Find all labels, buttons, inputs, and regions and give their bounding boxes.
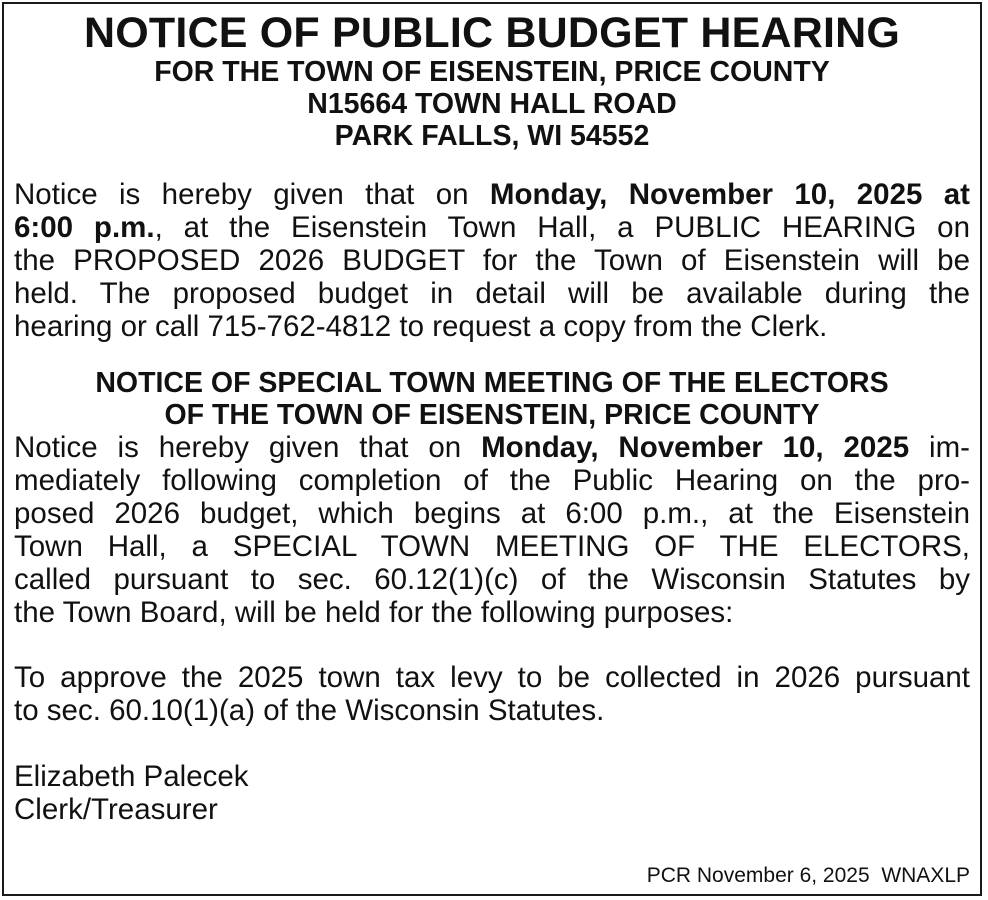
notice-title: NOTICE OF PUBLIC BUDGET HEARING xyxy=(83,9,901,57)
purpose-line-2: to sec. 60.10(1)(a) of the Wisconsin Statutes. xyxy=(14,694,605,727)
purpose-paragraph xyxy=(4,661,980,727)
signer-role: Clerk/Treasurer xyxy=(14,793,218,826)
hearing-line-1: Notice is hereby given that on Monday, November 10, 2025 at xyxy=(14,178,970,211)
meeting-line-6: the Town Board, will be held for the following purposes: xyxy=(14,596,734,629)
special-meeting-heading xyxy=(4,367,980,431)
special-meeting-heading-line-2: OF THE TOWN OF EISENSTEIN, PRICE COUNTY xyxy=(164,399,820,431)
hearing-line-4: held. The proposed budget in detail will be available during the xyxy=(14,277,970,310)
signature-block xyxy=(4,760,980,826)
meeting-line-4: Town Hall, a SPECIAL TOWN MEETING OF THE ELECTORS, xyxy=(14,530,970,563)
hearing-line-5: hearing or call 715-762-4812 to request a copy from the Clerk. xyxy=(14,310,828,343)
special-meeting-paragraph xyxy=(4,431,980,629)
meeting-line-1: Notice is hereby given that on Monday, November 10, 2025 im- xyxy=(14,431,971,464)
publication-footer: PCR November 6, 2025 WNAXLP xyxy=(646,864,970,887)
town-county-line: FOR THE TOWN OF EISENSTEIN, PRICE COUNTY xyxy=(154,56,830,88)
town-address-block xyxy=(4,56,980,152)
meeting-date: Monday, November 10, 2025 xyxy=(481,431,910,464)
hearing-line-2: 6:00 p.m., at the Eisenstein Town Hall, a PUBLIC HEARING on xyxy=(14,211,970,244)
signer-name: Elizabeth Palecek xyxy=(14,760,249,793)
meeting-line-3: posed 2026 budget, which begins at 6:00 p.m., at the Eisenstein xyxy=(14,497,970,530)
hearing-time: 6:00 p.m. xyxy=(14,211,155,244)
legal-notice xyxy=(2,2,982,896)
city-state-zip-line: PARK FALLS, WI 54552 xyxy=(334,120,650,152)
purpose-line-1: To approve the 2025 town tax levy to be collected in 2026 pursuant xyxy=(14,661,970,694)
special-meeting-heading-line-1: NOTICE OF SPECIAL TOWN MEETING OF THE ELECTORS xyxy=(95,367,889,399)
hearing-paragraph xyxy=(4,178,980,343)
street-address-line: N15664 TOWN HALL ROAD xyxy=(307,88,677,120)
meeting-line-2: mediately following completion of the Public Hearing on the pro- xyxy=(14,464,970,497)
hearing-line-3: the PROPOSED 2026 BUDGET for the Town of Eisenstein will be xyxy=(14,244,970,277)
meeting-line-5: called pursuant to sec. 60.12(1)(c) of the Wisconsin Statutes by xyxy=(14,563,970,596)
hearing-date: Monday, November 10, 2025 at xyxy=(489,178,970,211)
